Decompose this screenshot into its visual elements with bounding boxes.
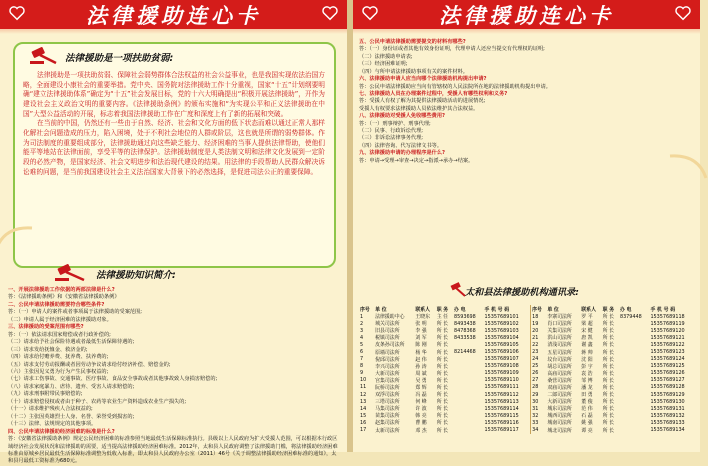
directory-row	[359, 348, 696, 355]
directory-cell	[453, 356, 483, 363]
directory-cell	[619, 363, 649, 370]
directory-cell: 关集司法所	[547, 328, 572, 335]
directory-table	[359, 305, 696, 434]
intro-paragraph: 法律援助是一项扶助贫弱、保障社会弱势群体合法权益的社会公益事业，也是我国实现依法治国方略，全面建设小康社会的重要举措。党中央、国务院对法律援助工作十分重视，国家“十五”计划纲要明确“建立法律援助体系”确定为“十五”社会发展目标，党的十六大明确提出“积极开展法律援助”，开作为建设社会主义政治文明的重要内容。《法律援助条例》的颁布实施和“为实现公平和正义法律援助在中国”大型公益活动的开展，标志着我国法律援助工作在广度和深度上有了新的拓展和突破。	[23, 71, 325, 118]
intro-heading: 法律援助是一项扶助贫弱:	[65, 53, 174, 64]
directory-cell: 15357689130	[650, 398, 685, 405]
directory-cell: 所 长	[436, 328, 449, 335]
directory-cell: 城北司法所	[547, 427, 572, 434]
directory-cell: 所 长	[602, 427, 615, 434]
directory-cell: 肖口司法所	[547, 321, 572, 328]
answer: 答：（一）依法请求国家赔偿或者行政补偿的;	[8, 331, 111, 338]
right-page	[353, 0, 700, 452]
intro-box	[13, 42, 336, 268]
directory-cell: 15357689128	[650, 384, 685, 391]
directory-cell: 13	[360, 398, 367, 405]
directory-cell: 太新司法所	[375, 427, 400, 434]
directory-cell: 所 长	[602, 384, 615, 391]
directory-cell: 所 长	[602, 392, 615, 399]
directory-cell: 五星司法所	[547, 349, 572, 356]
directory-cell: 17	[360, 427, 367, 434]
directory-cell: 苗集司法所	[375, 413, 400, 420]
question: 七、法律援助人员在办理案件过程中，受援人有哪些权利和义务?	[359, 90, 508, 97]
directory-cell: 所 长	[436, 349, 449, 356]
directory-cell: 大新司法所	[547, 399, 572, 406]
directory-row	[359, 419, 696, 426]
directory-cell	[619, 384, 649, 391]
directory-cell: 刘 军	[415, 335, 427, 342]
directory-cell	[619, 427, 649, 434]
directory-cell: 冯 磊	[415, 392, 427, 399]
heart-icon	[321, 4, 339, 22]
directory-cell: 6	[360, 349, 364, 356]
directory-cell: 所 长	[602, 349, 615, 356]
directory-row	[359, 327, 696, 334]
directory-cell	[619, 405, 649, 412]
directory-cell: 15357689104	[484, 334, 519, 341]
question: 二、公民申请法律援助需要符合哪些条件?	[8, 301, 105, 308]
directory-cell: 7	[360, 356, 364, 363]
directory-cell: 15357689126	[650, 370, 685, 377]
directory-row	[359, 334, 696, 341]
answer: 答：《安徽省法律援助条例》规定公民经济困难的标准参照当地最低生活保障标准执行。县级以上人民政府为扩大受援人范围，可以根据本行政区域经济社会发展状况和法律援助的需要，适当提高法律援助经济困难标准。2012年，太和县人民政府调整了法律援助门槛，将法律援助经济困难标准由原城乡居民最低生活保障标准调整为低收入标准，即太和县人民政府办公室（2011）46号《关于调整法律援助经济困难标准的通知》，太和县月最低工资标准为680元。	[8, 436, 338, 465]
directory-cell: 吴 勇	[415, 377, 427, 384]
directory-cell: 谭 亮	[581, 427, 593, 434]
directory-cell: 双庙司法所	[547, 384, 572, 391]
directory-cell: 大新司法所	[375, 370, 400, 377]
directory-cell: 所 长	[602, 399, 615, 406]
directory-cell: 所 长	[602, 335, 615, 342]
directory-cell: 10	[360, 377, 367, 384]
gavel-icon	[52, 263, 92, 283]
answer: （四）请求给付赡养费、抚养费、扶养费的;	[8, 354, 109, 361]
question: 八、法律援助对受援人免收哪些费用?	[359, 113, 446, 120]
directory-cell: 所 长	[436, 413, 449, 420]
question: 一、开展法律援助工作依据的两部法律是什么?	[8, 287, 115, 293]
directory-cell	[453, 412, 483, 419]
directory-cell: 所 长	[602, 342, 615, 349]
directory-cell: 15357689105	[484, 341, 519, 348]
directory-row	[359, 313, 696, 320]
directory-cell: 15357689115	[484, 412, 519, 419]
directory-cell: 所 长	[436, 384, 449, 391]
directory-column-header: 手 机 号 码	[484, 306, 510, 313]
answer: （三）非诉讼法律事务代理;	[359, 135, 423, 142]
right-qa-list	[359, 39, 695, 165]
directory-cell: 皮条孙司法所	[375, 342, 405, 349]
directory-cell	[619, 398, 649, 405]
answer: （二）请求给予社会保险待遇或者最低生活保障待遇的;	[8, 339, 135, 346]
directory-cell: 18	[531, 313, 547, 320]
directory-cell: 韩 亮	[415, 413, 427, 420]
answer: （四）法律咨询、代写法律文书等。	[359, 142, 443, 149]
directory-cell: 梁 超	[581, 321, 593, 328]
directory-cell: 15357689133	[650, 419, 685, 426]
directory-cell: 桑营司法所	[547, 377, 572, 384]
directory-cell	[619, 412, 649, 419]
directory-cell: 旧县司法所	[375, 328, 400, 335]
directory-row	[359, 398, 696, 405]
directory-cell: 宫集司法所	[375, 377, 400, 384]
directory-cell: 31	[531, 405, 547, 412]
directory-cell: 15357689102	[484, 320, 519, 327]
directory-cell: 8214468	[454, 349, 476, 356]
directory-cell: 15357689113	[484, 398, 519, 405]
directory-column-header: 办 电	[619, 306, 632, 313]
gavel-icon	[28, 46, 62, 66]
answer: （八）请求家庭暴力、虐待、遗弃、受害人请求赔偿的;	[8, 383, 135, 390]
question: 五、公民申请法律援助需要提交的材料有哪些?	[359, 39, 466, 45]
answer: （三）经济困难证明;	[359, 61, 408, 68]
directory-cell: 所 长	[602, 314, 615, 321]
answer: 答：受援人有权了解为其提供法律援助活动的进展情况;	[359, 98, 486, 105]
directory-cell: 15357689112	[484, 391, 519, 398]
directory-cell: 所 长	[436, 335, 449, 342]
directory-cell: 胡总司法所	[547, 363, 572, 370]
directory-cell: 15357689125	[650, 363, 685, 370]
heart-icon	[361, 4, 379, 22]
directory-cell: 法律援助中心	[375, 314, 405, 321]
directory-cell: 城关司法所	[375, 321, 400, 328]
directory-cell: 田 勇	[581, 392, 593, 399]
directory-column-header: 办 电	[454, 306, 466, 313]
directory-cell: 8593698	[454, 313, 476, 320]
directory-cell: 沈 阳	[581, 356, 593, 363]
directory-row	[359, 405, 696, 412]
corner-flourish	[0, 222, 34, 252]
directory-cell: 3	[360, 327, 364, 334]
directory-cell: 主 任	[436, 314, 449, 321]
directory-cell: 所 长	[436, 420, 449, 427]
directory-cell: 所 长	[602, 321, 615, 328]
directory-cell	[619, 391, 649, 398]
directory-cell: 14	[360, 405, 367, 412]
directory-column-header: 职 务	[436, 306, 449, 313]
directory-header-row	[359, 305, 696, 313]
answer: 答：《法律援助条例》和《安徽省法律援助条例》	[8, 294, 120, 301]
directory-cell: 城西司法所	[547, 413, 572, 420]
directory-cell: 15357689116	[484, 419, 519, 426]
answer: 答：（一）申请人的案件或者事项属于法律援助的受案范围;	[8, 309, 143, 316]
directory-cell: 阮桥司法所	[375, 384, 400, 391]
directory-cell: 唐 凯	[581, 335, 593, 342]
directory-cell	[453, 427, 483, 434]
directory-column-header: 序号	[360, 306, 370, 313]
directory-row	[359, 370, 696, 377]
directory-cell: 15357689134	[650, 427, 685, 434]
directory-row	[359, 320, 696, 327]
directory-cell: 15357689114	[484, 405, 519, 412]
answer: （十）请求赔偿侵权或者由于种子、农药等农业生产资料造成农业生产损失的;	[8, 398, 187, 405]
directory-cell	[619, 320, 649, 327]
answer: （二）法律援助申请表;	[359, 53, 413, 60]
banner-edge	[353, 29, 700, 34]
directory-cell: 蒋 帅	[581, 349, 593, 356]
answer: （三）请求发给抚恤金、救济金的;	[8, 346, 88, 353]
answer: （六）主张因见义勇为行为产生民事权益的;	[8, 368, 109, 375]
directory-column-header: 手 机 号 码	[650, 306, 676, 313]
directory-column-header: 单 位	[547, 306, 559, 313]
corner-flourish	[668, 150, 708, 180]
answer: （二）民事、行政诉讼代理;	[359, 128, 423, 135]
directory-cell: 范 伟	[581, 406, 593, 413]
directory-cell: 9	[360, 370, 364, 377]
directory-cell: 城东司法所	[547, 406, 572, 413]
directory-cell: 坟台司法所	[547, 356, 572, 363]
directory-cell	[453, 341, 483, 348]
directory-cell: 双浮司法所	[375, 392, 400, 399]
directory-cell: 27	[531, 377, 547, 384]
directory-cell: 8433538	[454, 334, 476, 341]
directory-cell: 邓 杰	[415, 427, 427, 434]
heart-icon	[674, 4, 692, 22]
directory-cell: 15357689117	[484, 427, 519, 434]
banner-edge	[0, 29, 347, 34]
answer: 答：申请→受理→审查→决定→指派→承办→结案。	[359, 157, 474, 164]
directory-cell: 张 明	[415, 321, 427, 328]
directory-cell	[619, 419, 649, 426]
directory-cell: 周 斌	[415, 370, 427, 377]
directory-cell: 15357689123	[650, 349, 685, 356]
directory-cell	[453, 377, 483, 384]
directory-cell: 15357689119	[650, 320, 685, 327]
directory-cell: 城南司法所	[547, 420, 572, 427]
directory-row	[359, 356, 696, 363]
directory-cell: 李寨司法所	[547, 314, 572, 321]
directory-cell	[453, 419, 483, 426]
directory-cell	[453, 370, 483, 377]
directory-cell: 26	[531, 370, 547, 377]
directory-cell: 所 长	[436, 427, 449, 434]
directory-cell: 15357689107	[484, 356, 519, 363]
directory-row	[359, 427, 696, 434]
directory-cell: 34	[531, 427, 547, 434]
answer: （十二）主张因英雄烈士人身、名誉、荣誉受到损害的;	[8, 413, 135, 420]
directory-row	[359, 384, 696, 391]
directory-cell: 姚 强	[581, 420, 593, 427]
directory-cell: 所 长	[436, 377, 449, 384]
directory-cell	[619, 377, 649, 384]
directory-cell: 罗 平	[581, 314, 593, 321]
directory-cell: 税镇司法所	[375, 335, 400, 342]
left-page	[0, 0, 347, 465]
directory-cell: 李 强	[415, 328, 427, 335]
intro-text	[23, 71, 325, 177]
answer: （二）申请人属于经济困难的法律援助对象。	[8, 316, 112, 323]
directory-cell: 15357689110	[484, 377, 519, 384]
directory-cell: 8493438	[454, 320, 476, 327]
question: 三、法律援助的受案范围有哪些?	[8, 324, 84, 331]
directory-row	[359, 377, 696, 384]
directory-cell: 19	[531, 320, 547, 327]
directory-cell	[453, 384, 483, 391]
directory-cell: 马集司法所	[375, 406, 400, 413]
directory-cell: 22	[531, 341, 547, 348]
directory-column-header: 单 位	[375, 306, 387, 313]
directory-cell: 石 磊	[581, 413, 593, 420]
directory-cell: 15357689118	[650, 313, 685, 320]
directory-cell: 15357689101	[484, 313, 519, 320]
directory-cell: 所 长	[602, 420, 615, 427]
directory-cell: 24	[531, 356, 547, 363]
directory-cell: 潘 龙	[581, 384, 593, 391]
directory-cell: 所 长	[436, 342, 449, 349]
directory-cell: 赵 伟	[415, 356, 427, 363]
directory-cell: 曹 鹏	[415, 420, 427, 427]
directory-cell	[453, 398, 483, 405]
directory-cell: 谢 鑫	[581, 342, 593, 349]
directory-cell: 郑 辉	[415, 384, 427, 391]
directory-cell: 15357689121	[650, 334, 685, 341]
directory-cell: 所 长	[602, 413, 615, 420]
directory-cell: 5	[360, 341, 364, 348]
directory-column-header: 联系人	[581, 306, 596, 313]
directory-cell: 15357689127	[650, 377, 685, 384]
directory-cell: 所 长	[602, 356, 615, 363]
answer: （五）请求支付劳动报酬或者因劳动争议请求给付经济补偿、赔偿金的;	[8, 361, 171, 368]
directory-cell	[453, 405, 483, 412]
left-qa-list	[8, 287, 340, 466]
directory-cell: 8	[360, 363, 364, 370]
answer: 答：（一）刑事辩护、刑事代理;	[359, 120, 431, 127]
directory-cell	[619, 370, 649, 377]
directory-column-header: 职 务	[602, 306, 615, 313]
directory-cell	[619, 327, 649, 334]
directory-cell: 2	[360, 320, 364, 327]
directory-cell: 邹 博	[581, 377, 593, 384]
directory-cell	[619, 356, 649, 363]
directory-cell: 所 长	[602, 328, 615, 335]
question: 六、法律援助申请人应当向哪个法律援助机构提出申请?	[359, 76, 487, 83]
directory-cell: 15357689132	[650, 412, 685, 419]
left-banner	[0, 0, 347, 29]
directory-cell: 原墙司法所	[375, 349, 400, 356]
answer: （十三）法律、法规规定的其他事项。	[8, 421, 97, 428]
directory-cell: 15357689120	[650, 327, 685, 334]
directory-cell: 15	[360, 412, 367, 419]
directory-cell: 15357689111	[484, 384, 519, 391]
intro-paragraph: 在当前的中国，仍然还有一些由于自然、经济、社会和文化方面的低下状态而难以通过正常人那样化解社会问题造成的压力，陷入困境，处于不利社会地位的人群或阶层，这也就是所谓的弱势群体。作为司法制度的重要组成部分，法律援助通过向这些缺乏能力、经济困难的当事人提供法律帮助，使他们能平等地站在法律面前，享受平等的法律保护。法律援助制度是人类法制文明和法律文化发展到一定阶段的必然产物，是国家经济、社会文明进步和法治现代建设的结果。用法律的手段帮助人民群众解决诉讼难的问题，是当前我国建设社会主义法治国家大背景下的必然选择，是促进司法公正的重要保障。	[23, 119, 325, 176]
directory-cell: 23	[531, 348, 547, 355]
directory-row	[359, 363, 696, 370]
directory-cell: 4	[360, 334, 364, 341]
directory-cell: 20	[531, 327, 547, 334]
question: 四、公民申请法律援助经济困难的标准是什么?	[8, 428, 115, 435]
directory-cell	[619, 334, 649, 341]
directory-cell: 所 长	[436, 406, 449, 413]
directory-cell: 12	[360, 391, 367, 398]
directory-cell: 15357689122	[650, 341, 685, 348]
directory-column-header: 序号	[531, 305, 547, 313]
directory-cell: 8379448	[619, 313, 642, 320]
directory-cell	[619, 348, 649, 355]
answer: 受援人有权要求法律援助人员依法维护其合法权益。	[359, 105, 479, 112]
directory-cell	[453, 391, 483, 398]
directory-cell: 所 长	[436, 370, 449, 377]
directory-cell: 所 长	[436, 321, 449, 328]
directory-cell: 33	[531, 419, 547, 426]
banner-title: 法律援助连心卡	[439, 2, 614, 28]
directory-cell: 董 俊	[581, 399, 593, 406]
directory-cell: 11	[360, 384, 367, 391]
directory-cell: 倪邱司法所	[375, 356, 400, 363]
directory-cell: 王晓东	[415, 314, 431, 321]
directory-cell: 李兴司法所	[375, 363, 400, 370]
directory-cell: 30	[531, 398, 547, 405]
directory-cell: 8478368	[454, 327, 476, 334]
directory-cell: 赵集司法所	[375, 420, 400, 427]
directory-cell: 洪山司法所	[547, 335, 572, 342]
answer: （七）请求工伤事故、交通事故、医疗事故、食品安全事故或者其他事故致人身损害赔偿的;	[8, 376, 218, 383]
banner-title: 法律援助连心卡	[86, 2, 261, 28]
directory-cell: 1	[360, 313, 364, 320]
directory-cell: 杨 华	[415, 349, 427, 356]
directory-cell: 袁 浩	[581, 370, 593, 377]
directory-cell: 所 长	[602, 377, 615, 384]
directory-cell: 彭 宇	[581, 363, 593, 370]
question: 九、法律援助申请的办理程序是什么?	[359, 150, 446, 157]
directory-cell	[453, 363, 483, 370]
directory-row	[359, 341, 696, 348]
answer: 答：（一）身份证或者其他有效身份证明，代理申请人还应当提交有代理权的证明;	[359, 46, 545, 53]
directory-row	[359, 391, 696, 398]
answer: 答：公民申请法律援助应当向有管辖权的人民法院所在地的法律援助机构提出申请。	[359, 83, 551, 90]
directory-cell: 28	[531, 384, 547, 391]
knowledge-heading: 法律援助知识简介:	[96, 270, 176, 281]
directory-cell: 15357689108	[484, 363, 519, 370]
directory-cell: 15357689131	[650, 405, 685, 412]
directory-row	[359, 412, 696, 419]
directory-cell: 所 长	[602, 370, 615, 377]
directory-cell	[619, 341, 649, 348]
directory-cell: 何 峰	[415, 399, 427, 406]
directory-cell: 高庙司法所	[547, 370, 572, 377]
directory-cell: 陈 刚	[415, 342, 427, 349]
directory-cell: 三塔司法所	[375, 399, 400, 406]
directory-cell: 32	[531, 412, 547, 419]
directory-cell: 宋 健	[581, 328, 593, 335]
answer: （九）请求刑事附带民事赔偿的;	[8, 391, 83, 398]
directory-cell: 二郎司法所	[547, 392, 572, 399]
directory-cell: 16	[360, 419, 367, 426]
directory-cell: 孙 涛	[415, 363, 427, 370]
directory-cell: 15357689109	[484, 370, 519, 377]
directory-cell: 29	[531, 391, 547, 398]
answer: （四）与所申请法律援助事项有关的案件材料。	[359, 68, 468, 75]
directory-cell: 15357689106	[484, 349, 519, 356]
directory-cell: 15357689129	[650, 391, 685, 398]
directory-cell: 25	[531, 363, 547, 370]
directory-cell: 所 长	[436, 356, 449, 363]
directory-cell: 所 长	[602, 363, 615, 370]
directory-heading: 太和县法律援助机构通讯录:	[465, 287, 579, 298]
heart-icon	[8, 4, 26, 22]
directory-cell: 许 波	[415, 406, 427, 413]
directory-cell: 15357689103	[484, 327, 519, 334]
directory-cell: 21	[531, 334, 547, 341]
directory-cell: 所 长	[436, 399, 449, 406]
directory-cell: 所 长	[436, 363, 449, 370]
directory-body	[359, 313, 696, 434]
directory-cell: 清浅司法所	[547, 342, 572, 349]
directory-column-header: 联系人	[415, 306, 431, 313]
directory-cell: 所 长	[602, 406, 615, 413]
answer: （十一）请求维护残疾人合法权益的;	[8, 406, 93, 413]
directory-cell: 15357689124	[650, 356, 685, 363]
directory-cell: 所 长	[436, 392, 449, 399]
right-banner	[353, 0, 700, 29]
